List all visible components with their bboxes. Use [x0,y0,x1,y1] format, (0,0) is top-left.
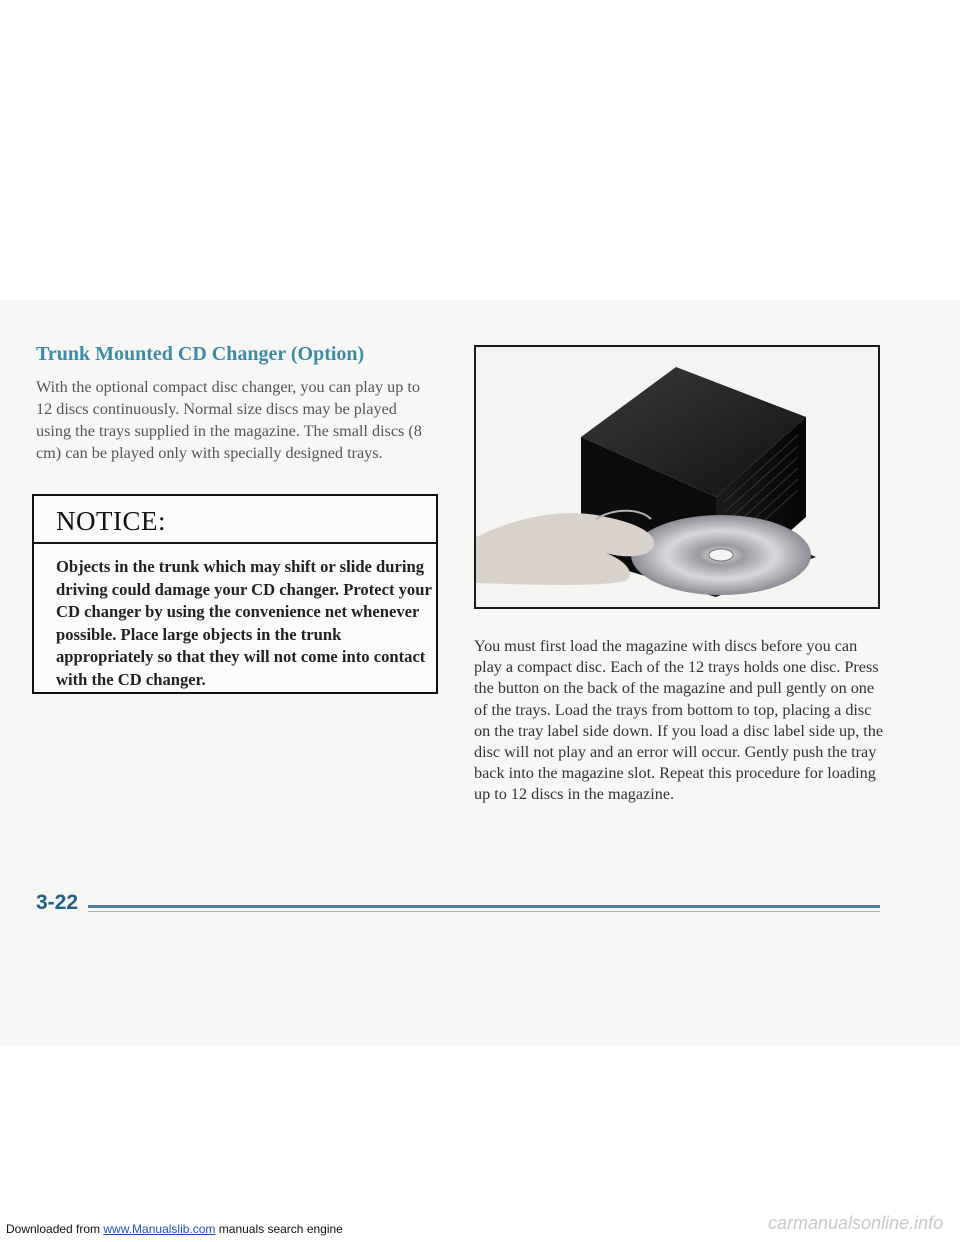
notice-header [34,496,436,544]
download-footer [6,1222,343,1236]
footer-suffix: manuals search engine [215,1222,343,1236]
notice-title: NOTICE: [56,506,166,536]
cd-magazine-photo [474,345,880,609]
footer-prefix: Downloaded from [6,1222,104,1236]
hand [476,513,654,585]
watermark: carmanualsonline.info [768,1213,944,1233]
page-number: 3-22 [36,891,79,914]
notice-body: Objects in the trunk which may shift or slide during driving could damage your CD changer. Protect your CD changer by using the convenience net whenever possible. Place large objects in the trunk appropriately so that they will not come into contact with the CD changer. [56,557,432,689]
section-title: Trunk Mounted CD Changer (Option) [36,343,365,365]
loading-instructions: You must first load the magazine with discs before you can play a compact disc. Each of the 12 trays holds one disc. Press the button on the back of the magazine and pull gently on one of the trays. Load the trays from bottom to top, placing a disc on the tray label side down. If you load a disc label side up, the disc will not play and an error will occur. Gently push the tray back into the magazine slot. Repeat this procedure for loading up to 12 discs in the magazine. [474,637,884,804]
page-rule-thin [88,911,880,912]
cd-magazine-illustration [476,347,878,607]
blank-top-margin [0,0,960,300]
notice-box [32,494,438,694]
manualslib-link[interactable]: www.Manualslib.com [103,1222,216,1236]
page-rule [88,905,880,908]
intro-paragraph: With the optional compact disc changer, you can play up to 12 discs continuously. Normal size discs may be played using the trays supplied in the magazine. The small discs (8 cm) can be played only with specially designed trays. [36,378,422,462]
